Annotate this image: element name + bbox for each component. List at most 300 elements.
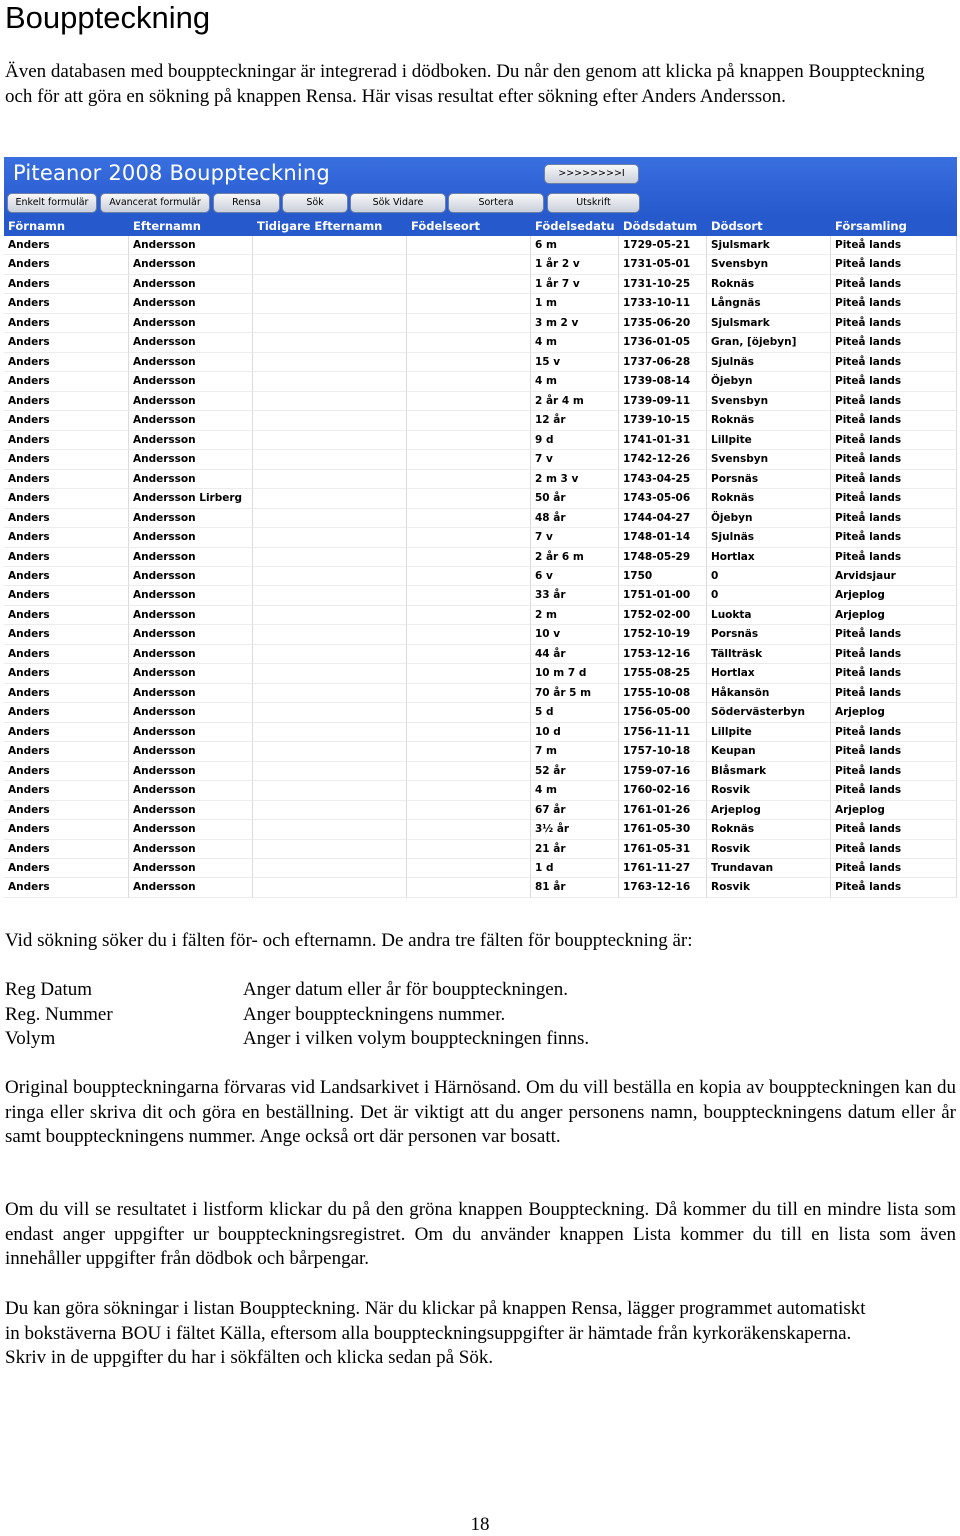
cell-birthplace [407,703,531,722]
table-row[interactable] [4,470,957,489]
table-row[interactable] [4,859,957,878]
cell-firstname: Anders [4,606,129,625]
cell-death-place: Hortlax [707,548,831,567]
page-number: 18 [470,1514,490,1535]
cell-birthplace [407,236,531,255]
table-row[interactable] [4,625,957,644]
cell-firstname: Anders [4,625,129,644]
app-screenshot [4,157,957,903]
cell-firstname: Anders [4,781,129,800]
cell-age: 1 m [531,294,619,313]
column-header-firstname[interactable]: Förnamn [8,219,66,233]
cell-age: 3½ år [531,820,619,839]
cell-birthplace [407,664,531,683]
table-row[interactable] [4,781,957,800]
cell-former-lastname [253,275,407,294]
cell-former-lastname [253,664,407,683]
cell-death-date: 1751-01-00 [619,586,707,605]
cell-firstname: Anders [4,431,129,450]
cell-death-date: 1761-01-26 [619,801,707,820]
cell-parish: Piteå lands [831,489,957,508]
field-description: Anger bouppteckningens nummer. [243,1003,506,1025]
cell-birthplace [407,801,531,820]
cell-age: 81 år [531,878,619,897]
cell-lastname: Andersson [129,742,253,761]
cell-age: 15 v [531,353,619,372]
table-row[interactable] [4,489,957,508]
cell-death-date: 1750 [619,567,707,586]
cell-firstname: Anders [4,684,129,703]
cell-former-lastname [253,859,407,878]
advanced-form-button[interactable]: Avancerat formulär [100,193,210,213]
cell-firstname: Anders [4,548,129,567]
field-term: Volym [5,1028,56,1049]
cell-parish: Piteå lands [831,275,957,294]
cell-age: 70 år 5 m [531,684,619,703]
table-row[interactable] [4,333,957,352]
cell-death-place: 0 [707,567,831,586]
cell-death-place: Roknäs [707,411,831,430]
cell-parish: Arjeplog [831,801,957,820]
cell-death-date: 1739-10-15 [619,411,707,430]
column-header-age[interactable]: Födelsedatu [535,219,615,233]
cell-former-lastname [253,333,407,352]
cell-former-lastname [253,820,407,839]
cell-death-place: Svensbyn [707,450,831,469]
cell-firstname: Anders [4,820,129,839]
search-paragraph: Du kan göra sökningar i listan Bouppteckning. När du klickar på knappen Rensa, lägger programmet automatiskt in bokstäverna BOU i fältet Källa, eftersom alla bouppteckningsuppgifter är hämtade från kyrkoräkenskaperna. Skriv in de uppgifter du har i sökfälten och klicka sedan på Sök. [5,1298,866,1368]
cell-birthplace [407,509,531,528]
cell-death-place: Arjeplog [707,801,831,820]
cell-birthplace [407,548,531,567]
table-row[interactable] [4,664,957,683]
cell-age: 1 d [531,859,619,878]
cell-parish: Piteå lands [831,236,957,255]
cell-age: 48 år [531,509,619,528]
cell-birthplace [407,625,531,644]
cell-former-lastname [253,353,407,372]
cell-parish: Piteå lands [831,314,957,333]
app-titlebar [4,157,957,217]
table-row[interactable] [4,528,957,547]
table-row[interactable] [4,801,957,820]
cell-lastname: Andersson [129,333,253,352]
cell-firstname: Anders [4,840,129,859]
cell-parish: Piteå lands [831,450,957,469]
cell-birthplace [407,859,531,878]
cell-lastname: Andersson [129,509,253,528]
cell-death-date: 1742-12-26 [619,450,707,469]
cell-death-date: 1748-01-14 [619,528,707,547]
table-row[interactable] [4,820,957,839]
original-paragraph: Original bouppteckningarna förvaras vid Landsarkivet i Härnösand. Om du vill beställa en kopia av bouppteckningen kan du ringa eller skriva dit och göra en beställning. Det är viktigt att du anger personens namn, bouppteckningens datum eller år samt bouppteckningens nummer. Ange också ort där personen var bosatt. [5,1077,956,1147]
cell-parish: Arvidsjaur [831,567,957,586]
cell-firstname: Anders [4,450,129,469]
search-note: Vid sökning söker du i fälten för- och efternamn. De andra tre fälten för bouppteckning är: [5,930,693,951]
cell-lastname: Andersson [129,548,253,567]
cell-parish: Piteå lands [831,431,957,450]
cell-death-date: 1729-05-21 [619,236,707,255]
cell-death-place: Öjebyn [707,509,831,528]
cell-former-lastname [253,742,407,761]
cell-lastname: Andersson [129,625,253,644]
cell-parish: Piteå lands [831,645,957,664]
column-header-death-date[interactable]: Dödsdatum [623,219,698,233]
cell-former-lastname [253,528,407,547]
cell-former-lastname [253,236,407,255]
cell-firstname: Anders [4,586,129,605]
cell-lastname: Andersson [129,762,253,781]
table-row[interactable] [4,450,957,469]
cell-former-lastname [253,801,407,820]
cell-death-place: Porsnäs [707,625,831,644]
cell-death-place: Rosvik [707,840,831,859]
cell-lastname: Andersson [129,645,253,664]
table-row[interactable] [4,411,957,430]
cell-death-date: 1735-06-20 [619,314,707,333]
cell-age: 2 år 6 m [531,548,619,567]
cell-firstname: Anders [4,489,129,508]
table-row[interactable] [4,294,957,313]
page-heading: Bouppteckning [5,0,211,35]
cell-birthplace [407,723,531,742]
cell-firstname: Anders [4,878,129,897]
cell-birthplace [407,781,531,800]
cell-death-date: 1760-02-16 [619,781,707,800]
cell-parish: Piteå lands [831,372,957,391]
cell-death-place: Öjebyn [707,372,831,391]
cell-age: 44 år [531,645,619,664]
sort-button[interactable]: Sortera [448,193,544,213]
table-row[interactable] [4,684,957,703]
table-row[interactable] [4,275,957,294]
cell-parish: Piteå lands [831,684,957,703]
list-paragraph: Om du vill se resultatet i listform klickar du på den gröna knappen Bouppteckning. Då kommer du till en mindre lista som endast anger uppgifter ur bouppteckningsregistret. Om du använder knappen Lista kommer du till en lista som även innehåller uppgifter från dödbok och bårpengar. [5,1199,956,1269]
table-row[interactable] [4,645,957,664]
cell-death-place: Gran, [öjebyn] [707,333,831,352]
table-row[interactable] [4,840,957,859]
cell-former-lastname [253,625,407,644]
print-button[interactable]: Utskrift [547,193,640,213]
cell-death-date: 1752-10-19 [619,625,707,644]
table-row[interactable] [4,548,957,567]
cell-death-place: Rosvik [707,781,831,800]
cell-death-date: 1756-11-11 [619,723,707,742]
cell-death-date: 1731-05-01 [619,255,707,274]
cell-death-date: 1739-09-11 [619,392,707,411]
cell-death-place: Södervästerbyn [707,703,831,722]
cell-age: 1 år 2 v [531,255,619,274]
cell-lastname: Andersson [129,470,253,489]
cell-death-place: Porsnäs [707,470,831,489]
column-header-lastname[interactable]: Efternamn [133,219,201,233]
cell-age: 67 år [531,801,619,820]
cell-lastname: Andersson [129,372,253,391]
cell-parish: Piteå lands [831,353,957,372]
cell-lastname: Andersson [129,567,253,586]
table-row[interactable] [4,392,957,411]
search-button[interactable]: Sök [282,193,348,213]
cell-former-lastname [253,684,407,703]
cell-death-date: 1737-06-28 [619,353,707,372]
cell-death-place: Roknäs [707,820,831,839]
cell-parish: Piteå lands [831,878,957,897]
cell-firstname: Anders [4,801,129,820]
cell-lastname: Andersson [129,859,253,878]
cell-death-place: Sjulsmark [707,314,831,333]
cell-death-place: 0 [707,586,831,605]
cell-death-date: 1755-10-08 [619,684,707,703]
cell-lastname: Andersson [129,820,253,839]
cell-birthplace [407,372,531,391]
cell-death-place: Svensbyn [707,255,831,274]
cell-former-lastname [253,762,407,781]
table-row[interactable] [4,567,957,586]
cell-parish: Piteå lands [831,781,957,800]
table-row[interactable] [4,878,957,897]
cell-death-place: Lillpite [707,723,831,742]
cell-former-lastname [253,411,407,430]
cell-parish: Piteå lands [831,664,957,683]
cell-death-date: 1743-04-25 [619,470,707,489]
cell-former-lastname [253,586,407,605]
cell-former-lastname [253,567,407,586]
cell-lastname: Andersson [129,801,253,820]
cell-parish: Piteå lands [831,470,957,489]
cell-death-date: 1736-01-05 [619,333,707,352]
cell-birthplace [407,333,531,352]
cell-lastname: Andersson [129,781,253,800]
cell-age: 10 v [531,625,619,644]
cell-former-lastname [253,878,407,897]
cell-lastname: Andersson [129,450,253,469]
cell-lastname: Andersson [129,606,253,625]
cell-birthplace [407,275,531,294]
table-row[interactable] [4,723,957,742]
cell-age: 10 d [531,723,619,742]
cell-birthplace [407,820,531,839]
cell-birthplace [407,489,531,508]
column-header-parish[interactable]: Församling [835,219,907,233]
table-row[interactable] [4,236,957,255]
cell-death-place: Tällträsk [707,645,831,664]
table-row[interactable] [4,703,957,722]
column-header-birthplace[interactable]: Födelseort [411,219,480,233]
field-description: Anger i vilken volym bouppteckningen finns. [243,1028,590,1049]
cell-firstname: Anders [4,333,129,352]
cell-birthplace [407,684,531,703]
cell-death-date: 1761-11-27 [619,859,707,878]
cell-former-lastname [253,372,407,391]
intro-paragraph: Även databasen med bouppteckningar är integrerad i dödboken. Du når den genom att klicka på knappen Bouppteckning och för att göra en sökning på knappen Rensa. Här visas resultat efter sökning efter Anders Andersson. [5,61,925,107]
table-row[interactable] [4,431,957,450]
cell-lastname: Andersson [129,703,253,722]
simple-form-button[interactable]: Enkelt formulär [7,193,97,213]
cell-former-lastname [253,606,407,625]
cell-death-place: Sjulsmark [707,236,831,255]
cell-firstname: Anders [4,703,129,722]
cell-death-date: 1743-05-06 [619,489,707,508]
cell-age: 4 m [531,781,619,800]
cell-age: 21 år [531,840,619,859]
cell-age: 7 v [531,528,619,547]
cell-former-lastname [253,509,407,528]
cell-lastname: Andersson [129,275,253,294]
cell-birthplace [407,840,531,859]
cell-lastname: Andersson [129,314,253,333]
table-row[interactable] [4,762,957,781]
cell-former-lastname [253,431,407,450]
cell-lastname: Andersson [129,236,253,255]
cell-death-date: 1741-01-31 [619,431,707,450]
clear-button[interactable]: Rensa [213,193,280,213]
cell-birthplace [407,353,531,372]
cell-firstname: Anders [4,353,129,372]
cell-firstname: Anders [4,664,129,683]
cell-death-place: Roknäs [707,275,831,294]
cell-death-place: Svensbyn [707,392,831,411]
cell-firstname: Anders [4,859,129,878]
cell-death-place: Håkansön [707,684,831,703]
cell-lastname: Andersson [129,664,253,683]
column-header-death-place[interactable]: Dödsort [711,219,763,233]
cell-parish: Arjeplog [831,703,957,722]
cell-former-lastname [253,314,407,333]
cell-former-lastname [253,470,407,489]
cell-death-place: Sjulnäs [707,528,831,547]
table-row[interactable] [4,606,957,625]
cell-lastname: Andersson [129,586,253,605]
field-term: Reg. Nummer [5,1003,113,1025]
cell-age: 10 m 7 d [531,664,619,683]
cell-birthplace [407,294,531,313]
table-row[interactable] [4,353,957,372]
cell-age: 4 m [531,333,619,352]
cell-firstname: Anders [4,567,129,586]
cell-death-date: 1731-10-25 [619,275,707,294]
cell-parish: Piteå lands [831,840,957,859]
cell-death-place: Lillpite [707,431,831,450]
cell-age: 7 m [531,742,619,761]
cell-firstname: Anders [4,392,129,411]
cell-parish: Piteå lands [831,859,957,878]
cell-firstname: Anders [4,411,129,430]
table-row[interactable] [4,509,957,528]
next-page-button[interactable]: >>>>>>>>I [544,164,639,184]
cell-firstname: Anders [4,314,129,333]
cell-firstname: Anders [4,528,129,547]
column-header-former-lastname[interactable]: Tidigare Efternamn [257,219,383,233]
cell-lastname: Andersson [129,684,253,703]
cell-age: 6 v [531,567,619,586]
cell-parish: Piteå lands [831,255,957,274]
cell-birthplace [407,450,531,469]
table-row[interactable] [4,314,957,333]
cell-parish: Piteå lands [831,509,957,528]
cell-birthplace [407,255,531,274]
cell-lastname: Andersson [129,294,253,313]
cell-firstname: Anders [4,275,129,294]
search-further-button[interactable]: Sök Vidare [350,193,446,213]
cell-birthplace [407,606,531,625]
cell-death-date: 1757-10-18 [619,742,707,761]
cell-firstname: Anders [4,723,129,742]
cell-death-place: Blåsmark [707,762,831,781]
cell-firstname: Anders [4,645,129,664]
table-row[interactable] [4,586,957,605]
cell-birthplace [407,742,531,761]
cell-parish: Piteå lands [831,762,957,781]
cell-birthplace [407,314,531,333]
cell-death-date: 1753-12-16 [619,645,707,664]
app-title: Piteanor 2008 Bouppteckning [13,161,330,185]
cell-parish: Piteå lands [831,528,957,547]
cell-death-date: 1744-04-27 [619,509,707,528]
cell-birthplace [407,567,531,586]
cell-former-lastname [253,703,407,722]
cell-age: 4 m [531,372,619,391]
cell-birthplace [407,392,531,411]
cell-death-place: Trundavan [707,859,831,878]
table-row[interactable] [4,372,957,391]
cell-age: 7 v [531,450,619,469]
cell-age: 3 m 2 v [531,314,619,333]
cell-parish: Piteå lands [831,625,957,644]
cell-lastname: Andersson [129,411,253,430]
cell-death-place: Rosvik [707,878,831,897]
cell-firstname: Anders [4,762,129,781]
cell-death-date: 1759-07-16 [619,762,707,781]
table-row[interactable] [4,255,957,274]
cell-death-date: 1761-05-31 [619,840,707,859]
cell-former-lastname [253,645,407,664]
cell-death-place: Luokta [707,606,831,625]
cell-former-lastname [253,548,407,567]
cell-death-place: Långnäs [707,294,831,313]
cell-birthplace [407,586,531,605]
cell-lastname: Andersson [129,840,253,859]
cell-age: 6 m [531,236,619,255]
cell-firstname: Anders [4,470,129,489]
cell-former-lastname [253,294,407,313]
cell-death-place: Hortlax [707,664,831,683]
cell-firstname: Anders [4,236,129,255]
cell-former-lastname [253,450,407,469]
field-term: Reg Datum [5,979,93,1000]
table-row[interactable] [4,742,957,761]
cell-firstname: Anders [4,509,129,528]
cell-former-lastname [253,840,407,859]
cell-death-date: 1748-05-29 [619,548,707,567]
cell-age: 5 d [531,703,619,722]
cell-parish: Piteå lands [831,294,957,313]
cell-lastname: Andersson [129,431,253,450]
cell-age: 2 m [531,606,619,625]
cell-parish: Arjeplog [831,586,957,605]
cell-birthplace [407,878,531,897]
results-table [4,236,957,898]
cell-lastname: Andersson [129,255,253,274]
cell-lastname: Andersson [129,528,253,547]
cell-lastname: Andersson [129,878,253,897]
cell-parish: Piteå lands [831,548,957,567]
cell-death-date: 1739-08-14 [619,372,707,391]
cell-age: 33 år [531,586,619,605]
cell-former-lastname [253,781,407,800]
cell-death-place: Keupan [707,742,831,761]
cell-age: 50 år [531,489,619,508]
cell-age: 2 m 3 v [531,470,619,489]
